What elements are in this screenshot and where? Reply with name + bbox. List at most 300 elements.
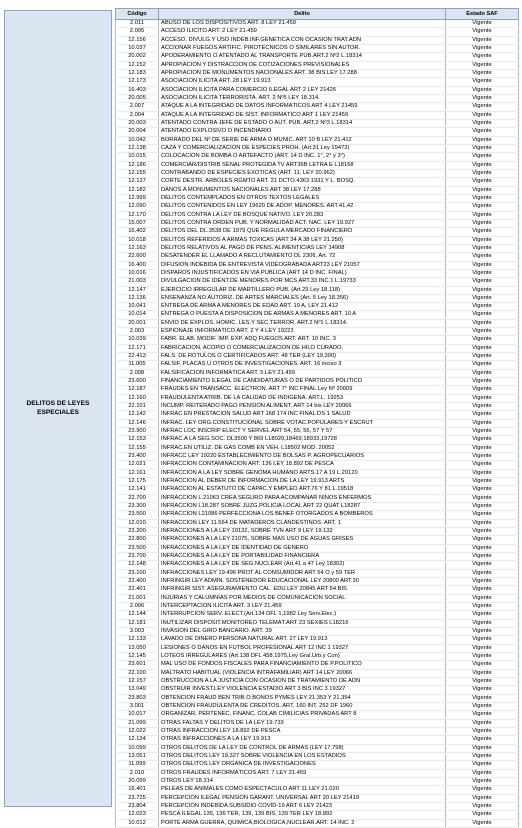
row-status: Vigente [446, 786, 519, 794]
table-row [116, 119, 519, 127]
row-code: 10.042 [116, 136, 159, 144]
row-code: 12.137 [116, 178, 159, 186]
table-row [116, 294, 519, 302]
row-status: Vigente [446, 236, 519, 244]
row-description: FRAUDES EN TRANSACC. ELECTRON. ART 7° INC FINAL Ley Nº 20009 [159, 386, 446, 394]
table-row [116, 627, 519, 635]
row-description: BORRADO DEL Nº DE SERIE DE ARMA O MUNIC. ART 10 B LEY 21.412 [159, 136, 446, 144]
table-row [116, 269, 519, 277]
row-description: INFRACCIÓN L21086 PERFECCIONA LOS BENEF OTORGADOS A BOMBEROS [159, 511, 446, 519]
table-row [116, 636, 519, 644]
table-row [116, 61, 519, 69]
row-status: Vigente [446, 336, 519, 344]
table-row [116, 153, 519, 161]
table-row [116, 178, 519, 186]
row-code: 20.005 [116, 94, 159, 102]
row-description: INFRAC EN PRESTACION SALUD ART 168 174 INC FINAL DS 1 SALUD [159, 411, 446, 419]
table-row [116, 36, 519, 44]
row-status: Vigente [446, 769, 519, 777]
table-row [116, 577, 519, 585]
row-status: Vigente [446, 153, 519, 161]
row-description: FRAUDULENTA ATRIB. DE LA CALIDAD DE INDÍGENA. ART.L. 19253 [159, 394, 446, 402]
row-description: DIVULGACIÓN DE IDENT.DE MENORES POR MCS ART.33 INC.1 L.19733 [159, 278, 446, 286]
row-code: 12.010 [116, 519, 159, 527]
row-description: ACCIONAR FUEGOS ARTIFIC. PIROTÉCNICOS O SIMILARES SIN AUTOR. [159, 44, 446, 52]
table-row [116, 419, 519, 427]
row-status: Vigente [446, 503, 519, 511]
row-code: 15.007 [116, 219, 159, 227]
row-description: ENVÍO DE EXPLOS. HOMIC. LES.Y SEC.TERROR. ART.2 Nº1 L.18314. [159, 319, 446, 327]
row-code: 22.413 [116, 353, 159, 361]
table-row [116, 344, 519, 352]
row-code: 23.804 [116, 802, 159, 810]
row-status: Vigente [446, 627, 519, 635]
row-code: 23.400 [116, 453, 159, 461]
row-description: INFRACCIÓN A LA LEY SOBRE GENOMA HUMANO ARTS.17 A 19 L.20120 [159, 469, 446, 477]
row-code: 10.018 [116, 236, 159, 244]
row-code: 12.175 [116, 478, 159, 486]
row-description: INFRACCIONES A LA LEY 19132, SOBRE TVN ART 9 LEY 19.132 [159, 528, 446, 536]
table-row [116, 528, 519, 536]
row-code: 12.148 [116, 561, 159, 569]
row-description: INFRACCIÓN L.21063 CREA SEGURO PARA ACOMPAÑAR NIÑOS ENFERMOS [159, 494, 446, 502]
table-row [116, 53, 519, 61]
row-description: CONTRABANDO DE ESPECIES EXÓTICAS (ART. 11, LEY 20.962) [159, 169, 446, 177]
row-description: OTRAS INFRACCIONES A LA LEY 19.913 [159, 736, 446, 744]
row-description: INFRACCION CONTAMINACION ART. 136 LEY 18.892 DE PESCA [159, 461, 446, 469]
row-code: 12.157 [116, 677, 159, 685]
row-status: Vigente [446, 444, 519, 452]
row-status: Vigente [446, 702, 519, 710]
table-row [116, 727, 519, 735]
row-status: Vigente [446, 528, 519, 536]
row-status: Vigente [446, 36, 519, 44]
row-code: 10.016 [116, 269, 159, 277]
table-row [116, 111, 519, 119]
row-code: 12.187 [116, 386, 159, 394]
table-row [116, 336, 519, 344]
row-status: Vigente [446, 28, 519, 36]
row-code: 12.023 [116, 811, 159, 819]
row-status: Vigente [446, 144, 519, 152]
row-code: 12.134 [116, 736, 159, 744]
row-description: OTROS LEY 18.314 [159, 777, 446, 785]
row-code: 12.152 [116, 61, 159, 69]
row-description: INTERCEPTACIÓN ILÍCITA ART. 3 LEY 21.459 [159, 602, 446, 610]
table-row [116, 553, 519, 561]
row-status: Vigente [446, 136, 519, 144]
row-description: ACCESO ILÍCITO ART. 2 LEY 21.459 [159, 28, 446, 36]
table-row [116, 94, 519, 102]
row-description: INFRACC LEY 19220 ESTABLECIMIENTO DE BOLSAS P. AGROPECUARIOS [159, 453, 446, 461]
row-description: ENTREGA DE ARMA A MENORES DE EDAD ART. 10 A, LEY 21.412 [159, 303, 446, 311]
table-row [116, 677, 519, 685]
row-code: 10.012 [116, 819, 159, 827]
table-row [116, 694, 519, 702]
row-code: 22.401 [116, 586, 159, 594]
table-row [116, 744, 519, 752]
table-row [116, 403, 519, 411]
row-code: 12.186 [116, 161, 159, 169]
row-description: OBTENCIÓN FRAUD BEN TRIB O BONOS PYMES LEY 21.353 Y 21.354 [159, 694, 446, 702]
row-status: Vigente [446, 44, 519, 52]
row-code: 23.600 [116, 378, 159, 386]
row-description: DELITOS RELATIVOS AL PAGO DE PENS. ALIMENTICIAS LEY 14908 [159, 244, 446, 252]
row-code: 12.022 [116, 727, 159, 735]
row-code: 23.100 [116, 569, 159, 577]
row-code: 12.181 [116, 619, 159, 627]
row-description: FABR. ELAB. MODIF. IMP. EXP. ADQ FUEGOS ART. ART. 10 INC. 3 [159, 336, 446, 344]
row-code: 10.015 [116, 153, 159, 161]
row-description: INUTILIZAR DISPOSIT.MONITOREO TELEMÁT.ART 23 SEXIES L18216 [159, 619, 446, 627]
row-status: Vigente [446, 78, 519, 86]
row-code: 2.008 [116, 369, 159, 377]
table-row [116, 702, 519, 710]
row-code: 12.146 [116, 419, 159, 427]
table-row [116, 144, 519, 152]
row-code: 12.170 [116, 211, 159, 219]
row-code: 22.600 [116, 253, 159, 261]
row-code: 12.142 [116, 411, 159, 419]
row-status: Vigente [446, 636, 519, 644]
row-description: INCUMP. REITERADO PAGO PENSIÓN ALIMENT. ART 14 bis LEY 20066 [159, 403, 446, 411]
row-description: INFRAC. LEY ORG.CONSTITUCIONAL SOBRE VOTAC.POPULARES Y ESCRUT [159, 419, 446, 427]
row-status: Vigente [446, 344, 519, 352]
table-row [116, 411, 519, 419]
table-row [116, 644, 519, 652]
row-description: ORGANIZAR, PERTENEC, FINANC, COLAB CIMILICIAS PRIVADAS ART 8 [159, 711, 446, 719]
row-status: Vigente [446, 178, 519, 186]
row-code: 22.700 [116, 494, 159, 502]
row-description: INFRAC LOC INSCRIP ELECT Y SERVEL ART 54, 55, 56, 57 Y 57 [159, 428, 446, 436]
row-code: 23.601 [116, 661, 159, 669]
row-status: Vigente [446, 453, 519, 461]
row-code: 2.007 [116, 103, 159, 111]
row-description: OTROS FRAUDES INFORMÁTICOS ART. 7 LEY 21.459 [159, 769, 446, 777]
table-row [116, 519, 519, 527]
row-description: DAÑOS A MONUMENTOS NACIONALES ART 38 LEY 17.288 [159, 186, 446, 194]
row-status: Vigente [446, 369, 519, 377]
table-row [116, 769, 519, 777]
row-code: 10.037 [116, 44, 159, 52]
row-code: 13.049 [116, 686, 159, 694]
row-description: EJERCICIO IRREGULAR DE MARTILLERO PUB. (Art.29 Ley 18.118) [159, 286, 446, 294]
table-row [116, 311, 519, 319]
row-status: Vigente [446, 619, 519, 627]
row-description: MAL USO DE FONDOS FISCALES PARA FINANCIAMIENTO DE P.POLITICO [159, 661, 446, 669]
table-row [116, 236, 519, 244]
table-row [116, 536, 519, 544]
row-description: FALS. DE RÓTULOS O CERTIFICADOS ART. 48 TER (LEY 19.300) [159, 353, 446, 361]
row-status: Vigente [446, 428, 519, 436]
row-description: ENSEÑANZA NO AUTORIZ. DE ARTES MARCIALES (Art. 5 Ley 18.356) [159, 294, 446, 302]
table-row [116, 303, 519, 311]
row-description: DELITOS DEL DL.3538 DE 1979 QUE REGULA MERCADO FINANCIERO [159, 228, 446, 236]
table-row [116, 328, 519, 336]
row-status: Vigente [446, 203, 519, 211]
row-code: 13.050 [116, 644, 159, 652]
row-code: 20.099 [116, 777, 159, 785]
row-description: OTROS DELITOS LEY ORGÁNICA DE INVESTIGACIONES [159, 761, 446, 769]
row-code: 12.161 [116, 469, 159, 477]
table-row [116, 777, 519, 785]
table-row [116, 711, 519, 719]
table-row [116, 44, 519, 52]
row-status: Vigente [446, 328, 519, 336]
table-row [116, 103, 519, 111]
row-status: Vigente [446, 419, 519, 427]
row-description: INTERRUPCIÓN SERV. ELECT.(Art.134 DFL 1,1982 Ley Serv.Elec.) [159, 611, 446, 619]
table-row [116, 619, 519, 627]
row-code: 12.133 [116, 636, 159, 644]
row-code: 23.725 [116, 794, 159, 802]
row-status: Vigente [446, 761, 519, 769]
row-status: Vigente [446, 269, 519, 277]
table-body [116, 20, 519, 828]
row-description: INJURIAS Y CALUMNIAS POR MEDIOS DE COMUNICACIÓN SOCIAL [159, 594, 446, 602]
row-status: Vigente [446, 777, 519, 785]
row-status: Vigente [446, 253, 519, 261]
table-row [116, 128, 519, 136]
table-row [116, 819, 519, 827]
row-description: APROPIACIÓN DE MONUMENTOS NACIONALES ART. 38 BIS LEY 17.288 [159, 69, 446, 77]
row-status: Vigente [446, 469, 519, 477]
row-description: ENTREGA O PUESTA A DISPOSICIÓN DE ARMAS A MENORES ART. 10 A [159, 311, 446, 319]
row-code: 12.173 [116, 78, 159, 86]
table-row [116, 386, 519, 394]
row-status: Vigente [446, 394, 519, 402]
table-row [116, 136, 519, 144]
row-status: Vigente [446, 611, 519, 619]
row-description: INFRINGIR SIST. ASEGURAMIENTO CAL. EDU.LEY 20845 ART 54 BIS [159, 586, 446, 594]
table-row [116, 719, 519, 727]
row-code: 12.147 [116, 286, 159, 294]
table-row [116, 686, 519, 694]
row-status: Vigente [446, 111, 519, 119]
row-description: DIFUSIÓN INDEBIDA DE ENTREVISTA VIDEOGRABADA ART23 LEY 21057 [159, 261, 446, 269]
row-code: 20.003 [116, 119, 159, 127]
row-code: 20.004 [116, 128, 159, 136]
row-description: OTROS DELITOS LEY 19.327 SOBRE VIOLENCIA EN LOS ESTADIOS [159, 752, 446, 760]
row-status: Vigente [446, 53, 519, 61]
table-row [116, 503, 519, 511]
row-status: Vigente [446, 569, 519, 577]
table-row [116, 486, 519, 494]
table-row [116, 228, 519, 236]
row-description: MALTRATO HABITUAL (VIOLENCIA INTRAFAMILIAR) ART 14 LEY 20066 [159, 669, 446, 677]
row-code: 23.500 [116, 544, 159, 552]
row-code: 12.144 [116, 611, 159, 619]
row-description: ATAQUE A LA INTEGRIDAD DE DATOS INFORMÁTICOS ART 4 LEY 21459 [159, 103, 446, 111]
table-row [116, 219, 519, 227]
row-code: 16.400 [116, 261, 159, 269]
row-status: Vigente [446, 686, 519, 694]
table-row [116, 811, 519, 819]
row-code: 12.138 [116, 144, 159, 152]
row-description: PORTE ARMA GUERRA, QUÍMICA,BIOLÓGICA,NUCLEAR.ART. 14 INC. 2 [159, 819, 446, 827]
table-row [116, 652, 519, 660]
row-code: 21.099 [116, 719, 159, 727]
header-status: Estado SAF [446, 9, 519, 20]
row-status: Vigente [446, 544, 519, 552]
row-status: Vigente [446, 461, 519, 469]
row-status: Vigente [446, 819, 519, 827]
table-row [116, 20, 519, 28]
row-code: 21.003 [116, 278, 159, 286]
row-status: Vigente [446, 103, 519, 111]
row-code: 10.017 [116, 711, 159, 719]
row-status: Vigente [446, 719, 519, 727]
row-status: Vigente [446, 561, 519, 569]
table-row [116, 569, 519, 577]
row-status: Vigente [446, 361, 519, 369]
row-code: 2.010 [116, 769, 159, 777]
row-status: Vigente [446, 577, 519, 585]
table-row [116, 661, 519, 669]
row-status: Vigente [446, 519, 519, 527]
row-description: ABUSO DE LOS DISPOSITIVOS ART. 8 LEY 21.459 [159, 20, 446, 28]
table-row [116, 511, 519, 519]
row-code: 12.145 [116, 652, 159, 660]
row-description: LAVADO DE DINERO PERSONA NATURAL ART. 27 LEY 19.913 [159, 636, 446, 644]
row-description: APODERAMIENTO O ATENTADO AL TRANSPORTE PUB.ART.2 Nº2 L.18314 [159, 53, 446, 61]
row-code: 16.401 [116, 786, 159, 794]
row-code: 23.500 [116, 511, 159, 519]
row-status: Vigente [446, 644, 519, 652]
row-status: Vigente [446, 378, 519, 386]
row-description: OBSTRUCCIÓN A LA JUSTICIA CON OCASION DE TRATAMIENTO DE ADN [159, 677, 446, 685]
row-status: Vigente [446, 61, 519, 69]
row-status: Vigente [446, 228, 519, 236]
row-description: OTRAS INFRACCIÓN LEY 18.892 DE PESCA [159, 727, 446, 735]
row-status: Vigente [446, 128, 519, 136]
row-status: Vigente [446, 536, 519, 544]
row-description: DISPAROS INJUSTIFICADOS EN VÍA PÚBLICA (ART 14 D INC. FINAL) [159, 269, 446, 277]
row-code: 16.402 [116, 228, 159, 236]
table-row [116, 736, 519, 744]
row-status: Vigente [446, 69, 519, 77]
row-code: 22.400 [116, 577, 159, 585]
table-row [116, 369, 519, 377]
row-code: 12.182 [116, 186, 159, 194]
row-code: 22.100 [116, 669, 159, 677]
row-code: 12.153 [116, 436, 159, 444]
table-row [116, 244, 519, 252]
row-code: 22.800 [116, 536, 159, 544]
row-description: LOTEOS IRREGULARES (Art.138 DFL 458,1975,Ley Gral.Urb.y Con) [159, 652, 446, 660]
row-code: 12.160 [116, 394, 159, 402]
row-description: DELITOS CONTEMPLADOS EN OTROS TEXTOS LEGALES [159, 194, 446, 202]
row-status: Vigente [446, 94, 519, 102]
row-description: INVASIÓN DEL GIRO BANCARIO. ART. 39 [159, 627, 446, 635]
row-description: INFRACCIÓN LEY 11.564 DE MATADEROS CLANDESTINOS. ART. 1 [159, 519, 446, 527]
row-description: INFRINGIR LEY ADMIN. SOSTENEDOR EDUCACIONAL LEY 20800 ART.30 [159, 577, 446, 585]
table-row [116, 361, 519, 369]
row-description: COMERCIAR/DISTRIB SEÑAL PROTEGIDA TV ART36B LETRA E L18168 [159, 161, 446, 169]
table-row [116, 428, 519, 436]
row-code: 11.099 [116, 761, 159, 769]
row-description: ASOCIACIÓN ILÍCITA ART. 28 LEY 19.913 [159, 78, 446, 86]
table-row [116, 78, 519, 86]
row-code: 11.005 [116, 361, 159, 369]
row-status: Vigente [446, 161, 519, 169]
header-description: Delito [159, 9, 446, 20]
table-row [116, 544, 519, 552]
row-code: 12.021 [116, 461, 159, 469]
row-status: Vigente [446, 553, 519, 561]
table-row [116, 794, 519, 802]
row-status: Vigente [446, 169, 519, 177]
row-status: Vigente [446, 652, 519, 660]
row-description: OTROS DELITOS DE LA LEY DE CONTROL DE ARMAS (LEY 17.798) [159, 744, 446, 752]
row-status: Vigente [446, 752, 519, 760]
row-description: ATENTADO CONTRA JEFE DE ESTADO O AUT. PUB. ART.2 Nº3 L.18314 [159, 119, 446, 127]
row-code: 13.051 [116, 752, 159, 760]
table-row [116, 478, 519, 486]
row-code: 12.136 [116, 294, 159, 302]
table-row [116, 278, 519, 286]
table-row [116, 786, 519, 794]
row-status: Vigente [446, 261, 519, 269]
row-description: DELITOS CONTENIDOS EN LEY 19620 DE ADOP. MENORES. ART.41,42 [159, 203, 446, 211]
row-code: 16.403 [116, 86, 159, 94]
row-status: Vigente [446, 511, 519, 519]
row-description: ACCESO, DIVULG.Y USO INDEB.INF.GENÉTICA CON OCASIÓN TRAT.ADN [159, 36, 446, 44]
row-status: Vigente [446, 486, 519, 494]
row-code: 21.001 [116, 594, 159, 602]
table-row [116, 86, 519, 94]
row-status: Vigente [446, 194, 519, 202]
row-code: 23.200 [116, 528, 159, 536]
table-row [116, 211, 519, 219]
row-description: APROPIACIÓN Y DISTRACCIÓN DE COTIZACIONES PREVISIONALES [159, 61, 446, 69]
row-code: 12.183 [116, 69, 159, 77]
table-row [116, 28, 519, 36]
row-description: ASOCIACIÓN ILÍCITA PARA COMERCIO ILEGAL ART 2 LEY 21426 [159, 86, 446, 94]
row-description: DELITOS REFERIDOS A ARMAS TÓXICAS (ART 34 A 38 LEY 21.250) [159, 236, 446, 244]
row-description: INFRAC.A LA SEG.SOC. DL3500 Y 869 L18020,18469,18933,19728 [159, 436, 446, 444]
category-label: DELITOS DE LEYES ESPECIALES [26, 399, 90, 416]
row-code: 12.155 [116, 444, 159, 452]
row-description: DESATENDER EL LLAMADO A RECLUTAMIENTO DL 2306, Art. 72 [159, 253, 446, 261]
row-code: 20.002 [116, 53, 159, 61]
row-status: Vigente [446, 478, 519, 486]
row-status: Vigente [446, 436, 519, 444]
category-cell [4, 10, 112, 807]
row-code: 2.003 [116, 328, 159, 336]
row-status: Vigente [446, 602, 519, 610]
row-status: Vigente [446, 278, 519, 286]
row-status: Vigente [446, 677, 519, 685]
row-description: ATENTADO EXPLOSIVO O INCENDIARIO [159, 128, 446, 136]
table-row [116, 161, 519, 169]
table-row [116, 611, 519, 619]
table-row [116, 453, 519, 461]
row-status: Vigente [446, 711, 519, 719]
row-status: Vigente [446, 311, 519, 319]
table-header-row [116, 9, 519, 20]
row-code: 12.171 [116, 344, 159, 352]
row-description: FINANCIAMIENTO ILEGAL DE CANDIDATURAS O DE PARTIDOS POLÍTICO [159, 378, 446, 386]
row-code: 10.099 [116, 744, 159, 752]
row-status: Vigente [446, 286, 519, 294]
row-description: CAZA Y COMERCIALIZACIÓN DE ESPECIES PROH. (Art.31 Ley 19473) [159, 144, 446, 152]
row-status: Vigente [446, 694, 519, 702]
table-row [116, 286, 519, 294]
row-code: 2.005 [116, 28, 159, 36]
row-description: FABRICACIÓN, ACOPIO O COMERCIALIZACIÓN DE HILO CURADO. [159, 344, 446, 352]
row-description: DELITOS CONTRA ORDEN PUB. Y NORMALIDAD ACT. NAC. LEY 19.927 [159, 219, 446, 227]
